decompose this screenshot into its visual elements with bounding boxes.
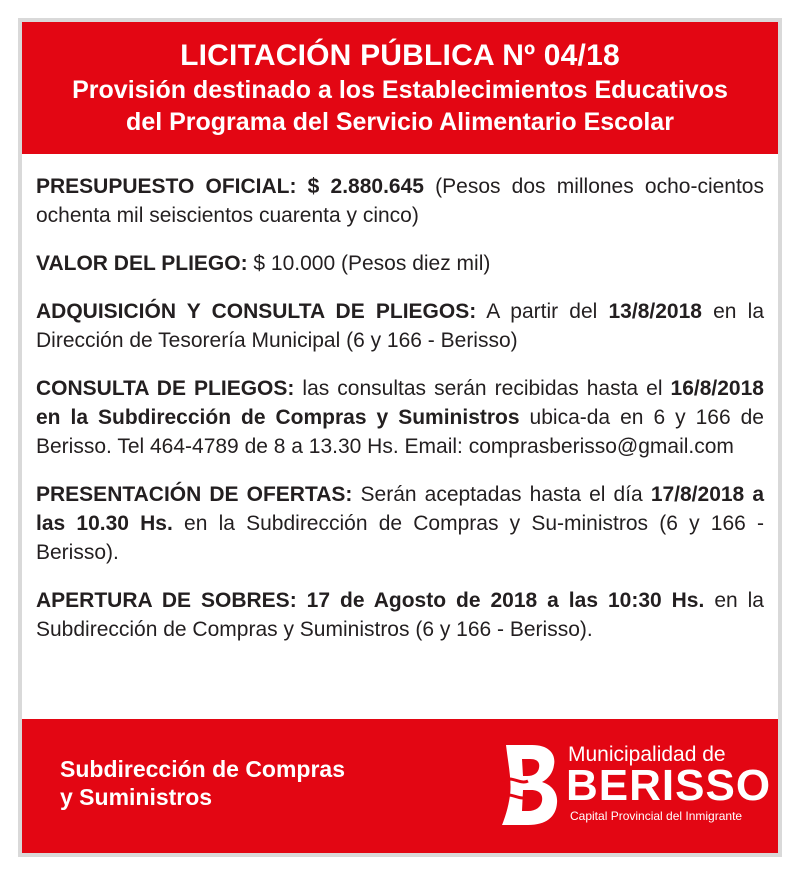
department-line2: y Suministros — [60, 784, 213, 810]
header-banner — [22, 22, 778, 154]
notice-body — [36, 172, 764, 663]
apertura-text: en la Subdirección de Compras y Suministros (6 y 166 - Berisso). — [36, 589, 764, 641]
berisso-b-icon — [498, 741, 562, 829]
presentacion-label: PRESENTACIÓN DE OFERTAS: — [36, 483, 353, 506]
consulta-text1: las consultas serán recibidas hasta el — [302, 377, 663, 400]
adquisicion-date: 13/8/2018 — [608, 300, 702, 323]
presupuesto-paragraph — [36, 172, 764, 230]
presentacion-paragraph — [36, 480, 764, 567]
logo-municipalidad: Municipalidad de — [568, 743, 726, 766]
valor-label: VALOR DEL PLIEGO: — [36, 252, 248, 275]
notice-frame — [18, 18, 782, 857]
consulta-paragraph — [36, 374, 764, 461]
notice-subtitle-line1: Provisión destinado a los Establecimientos Educativos — [72, 76, 728, 104]
notice-title: LICITACIÓN PÚBLICA Nº 04/18 — [180, 39, 620, 72]
notice-subtitle-line2: del Programa del Servicio Alimentario Escolar — [126, 108, 674, 136]
presupuesto-text: (Pesos dos millones ocho-cientos ochenta mil seiscientos cuarenta y cinco) — [36, 175, 764, 227]
consulta-label: CONSULTA DE PLIEGOS: — [36, 377, 295, 400]
presentacion-bold: 17/8/2018 a las 10.30 Hs. — [36, 483, 765, 535]
presentacion-text1: Serán aceptadas hasta el día — [360, 483, 643, 506]
apertura-bold: 17 de Agosto de 2018 a las 10:30 Hs. — [306, 589, 705, 612]
municipality-logo — [498, 741, 772, 831]
valor-text: $ 10.000 (Pesos diez mil) — [253, 252, 491, 275]
logo-berisso: BERISSO — [566, 761, 772, 810]
consulta-text2: ubica-da en 6 y 166 de Berisso. Tel 464-4789 de 8 a 13.30 Hs. Email: comprasberisso@gmail.com — [36, 406, 764, 458]
department-name — [60, 755, 345, 811]
presupuesto-amount: $ 2.880.645 — [307, 175, 424, 198]
adquisicion-paragraph — [36, 297, 764, 355]
logo-tagline: Capital Provincial del Inmigrante — [570, 809, 743, 823]
presentacion-text2: en la Subdirección de Compras y Su-ministros (6 y 166 - Berisso). — [36, 512, 764, 564]
adquisicion-text1: A partir del — [486, 300, 598, 323]
valor-paragraph — [36, 249, 764, 278]
adquisicion-label: ADQUISICIÓN Y CONSULTA DE PLIEGOS: — [36, 300, 477, 323]
department-line1: Subdirección de Compras — [60, 756, 346, 782]
consulta-bold: 16/8/2018 en la Subdirección de Compras y Suministros — [36, 377, 764, 429]
apertura-label: APERTURA DE SOBRES: — [36, 589, 297, 612]
footer-banner — [22, 719, 778, 853]
apertura-paragraph — [36, 586, 764, 644]
presupuesto-label: PRESUPUESTO OFICIAL: — [36, 175, 297, 198]
adquisicion-text2: en la Dirección de Tesorería Municipal (6 y 166 - Berisso) — [36, 300, 765, 352]
